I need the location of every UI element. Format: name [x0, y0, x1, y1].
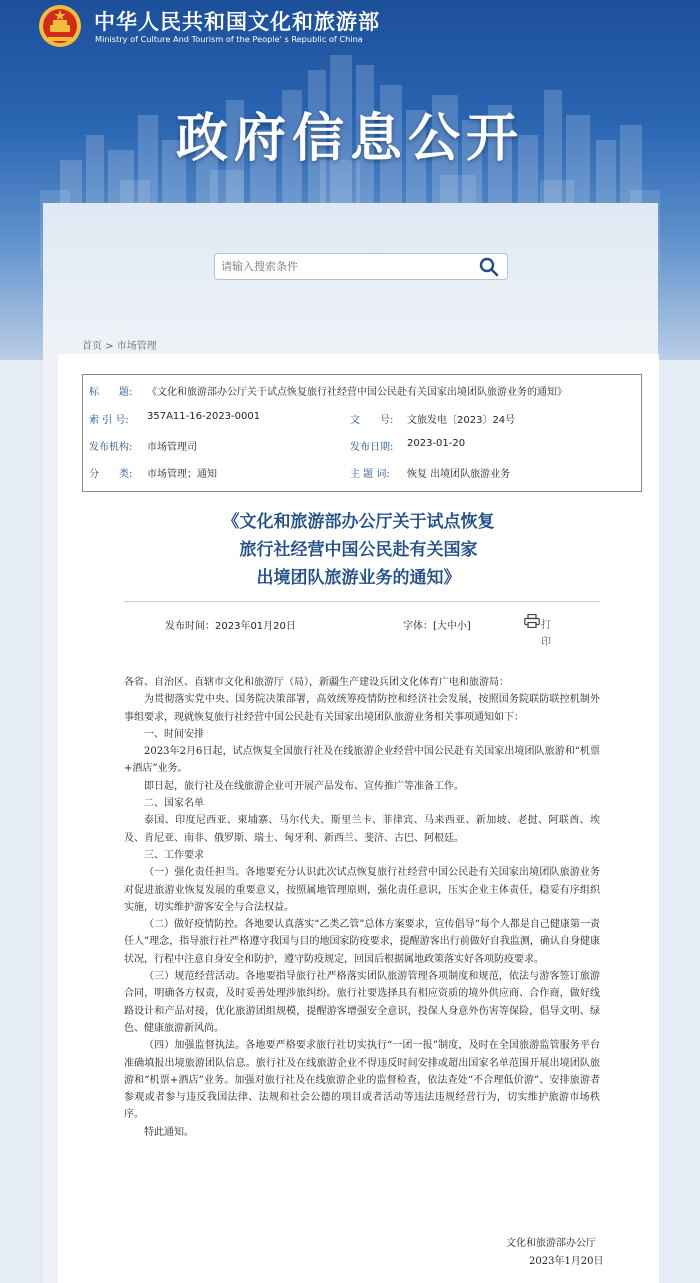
meta-row-category — [83, 465, 641, 492]
title-divider — [124, 601, 600, 602]
meta-title-label: 标 题: — [89, 387, 133, 398]
signature-org: 文化和旅游部办公厅 — [506, 1238, 596, 1249]
font-size-selector[interactable]: 字体：[大中小] — [403, 621, 471, 632]
meta-org-label: 发布机构: — [89, 442, 133, 453]
metadata-table — [82, 374, 642, 492]
meta-row-title — [83, 383, 641, 410]
section-heading: 三、工作要求 — [144, 849, 204, 861]
breadcrumb-current[interactable]: 市场管理 — [116, 341, 157, 352]
section-heading: 二、国家名单 — [144, 798, 204, 810]
meta-topic-value: 恢复 出境团队旅游业务 — [407, 469, 511, 480]
meta-docno-value: 文旅发电〔2023〕24号 — [407, 415, 516, 426]
document-title-line: 出境团队旅游业务的通知》 — [256, 568, 461, 588]
body-paragraph: 2023年2月6日起，试点恢复全国旅行社及在线旅游企业经营中国公民赴有关国家出境团队旅游和“机票+酒店”业务。 — [124, 746, 600, 775]
section-heading: 一、时间安排 — [144, 728, 204, 740]
body-paragraph: （二）做好疫情防控。各地要认真落实“乙类乙管”总体方案要求，宣传倡导“每个人都是自己健康第一责任人”理念，指导旅行社严格遵守我国与目的地国家防疫要求，提醒游客出行前做好自我监测，确认自身健康状况，行程中注意自身安全和防护，遵守防疫规定，回国后根据属地政策落实好各项防疫要求。 — [124, 919, 600, 965]
meta-topic-label: 主 题 词: — [350, 469, 390, 480]
document-title-line: 旅行社经营中国公民赴有关国家 — [239, 540, 478, 560]
ministry-name-cn: 中华人民共和国文化和旅游部 — [94, 10, 380, 34]
meta-index-value: 357A11-16-2023-0001 — [147, 411, 261, 422]
document-title — [58, 508, 659, 592]
publish-time: 发布时间：2023年01月20日 — [165, 621, 296, 632]
signature-date: 2023年1月20日 — [529, 1256, 604, 1267]
body-paragraph: （一）强化责任担当。各地要充分认识此次试点恢复旅行社经营中国公民赴有关国家出境团队旅游业务对促进旅游业恢复发展的重要意义，按照属地管理原则，强化责任意识，压实企业主体责任，稳妥有序组织实施，切实维护游客安全与合法权益。 — [124, 867, 600, 913]
breadcrumb-home-link[interactable]: 首页 — [82, 341, 102, 352]
body-paragraph: 泰国、印度尼西亚、柬埔寨、马尔代夫、斯里兰卡、菲律宾、马来西亚、新加坡、老挝、阿联酋、埃及、肯尼亚、南非、俄罗斯、瑞士、匈牙利、新西兰、斐济、古巴、阿根廷。 — [124, 815, 600, 844]
body-paragraph: 为贯彻落实党中央、国务院决策部署，高效统筹疫情防控和经济社会发展，按照国务院联防联控机制外事组要求，现就恢复旅行社经营中国公民赴有关国家出境团队旅游业务相关事项通知如下： — [124, 694, 600, 723]
meta-category-label: 分 类: — [89, 469, 133, 480]
body-paragraph: 特此通知。 — [144, 1126, 194, 1138]
meta-row-index — [83, 411, 641, 438]
meta-title-value: 《文化和旅游部办公厅关于试点恢复旅行社经营中国公民赴有关国家出境团队旅游业务的通知》 — [147, 387, 567, 398]
search-icon[interactable] — [479, 257, 499, 277]
meta-index-label: 索 引 号: — [89, 415, 129, 426]
printer-icon[interactable] — [524, 614, 540, 628]
meta-row-org — [83, 438, 641, 465]
meta-date-value: 2023-01-20 — [407, 438, 466, 449]
print-link[interactable]: 打印 — [541, 620, 551, 648]
meta-org-value: 市场管理司 — [147, 442, 197, 453]
ministry-name-en: Ministry of Culture And Tourism of the People' s Republic of China — [95, 34, 363, 44]
meta-docno-label: 文 号: — [350, 415, 394, 426]
body-paragraph: （四）加强监督执法。各地要严格要求旅行社切实执行“一团一报”制度，及时在全国旅游监管服务平台准确填报出境旅游团队信息。旅行社及在线旅游企业不得违反时间安排或超出国家名单范围开展出境团队旅游和“机票+酒店”业务。加强对旅行社及在线旅游企业的监督检查，依法查处“不合理低价游”、安排旅游者参观或者参与违反我国法律、法规和社会公德的项目或者活动等违法违规经营行为，切实维护旅游市场秩序。 — [124, 1040, 600, 1121]
meta-date-label: 发布日期: — [350, 442, 394, 453]
body-paragraph: 即日起，旅行社及在线旅游企业可开展产品发布、宣传推广等准备工作。 — [144, 780, 464, 792]
national-emblem-icon — [38, 4, 82, 48]
search-input[interactable] — [221, 257, 471, 276]
search-bar — [214, 253, 508, 280]
breadcrumb-separator: > — [105, 341, 114, 352]
document-title-line: 《文化和旅游部办公厅关于试点恢复 — [222, 512, 495, 532]
body-paragraph: 各省、自治区、直辖市文化和旅游厅（局），新疆生产建设兵团文化体育广电和旅游局： — [124, 677, 509, 688]
document-body — [124, 674, 600, 1141]
body-paragraph: （三）规范经营活动。各地要指导旅行社严格落实团队旅游管理各项制度和规范，依法与游客签订旅游合同，明确各方权责，及时妥善处理涉旅纠纷。旅行社要选择具有相应资质的境外供应商、合作商，做好线路设计和产品对接，优化旅游团组规模，提醒游客增强安全意识，投保人身意外伤害等保险，倡导文明、绿色、健康旅游新风尚。 — [124, 971, 600, 1034]
meta-category-value: 市场管理；通知 — [147, 469, 217, 480]
breadcrumb — [82, 337, 157, 352]
portal-title: 政府信息公开 — [175, 109, 524, 169]
